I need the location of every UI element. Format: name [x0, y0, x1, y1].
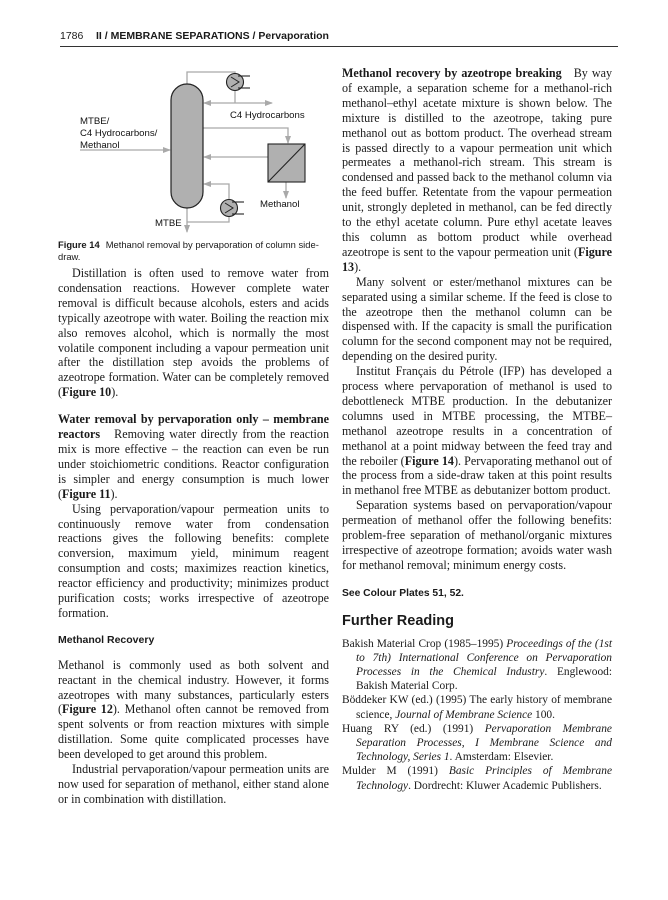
paragraph: Separation systems based on pervaporation/vapour permeation of methanol offer the following benefits: problem-free separation of methanol/organic mixtures irrespective of azeotrope formation; avoids water wash for methanol removal; minimum energy costs. [342, 498, 612, 572]
paragraph: Water removal by pervaporation only – membrane reactors Removing water directly from the reaction mix is more effective – the reaction can even be run under stoichiometric conditions. Reactor configuration is simpler and energy consumption is much lower (Figure 11). [58, 412, 329, 501]
paragraph: Distillation is often used to remove water from condensation reactions. However complete water removal is difficult because alcohols, esters and acids typically azeotrope with water. Boiling the reaction mix also removes alcohol, which is normally the most volatile component including a vapour permeation unit after the distillation step avoids the problems of azeotrope formation. Water can be completely removed (Figure 10). [58, 266, 329, 400]
figure-reference: Figure 13 [342, 244, 612, 274]
feed-label-line2: C4 Hydrocarbons/ [80, 128, 158, 139]
running-head-title: II / MEMBRANE SEPARATIONS / Pervaporation [96, 30, 329, 42]
reference-item: Mulder M (1991) Basic Principles of Membrane Technology. Dordrecht: Kluwer Academic Publishers. [342, 765, 613, 792]
bottom-product-label: MTBE [155, 218, 182, 229]
condenser-icon [227, 74, 251, 91]
right-column-text [342, 66, 612, 793]
figure-reference: Figure 12 [62, 702, 113, 717]
side-draw-line [203, 128, 288, 143]
feed-label-line1: MTBE/ [80, 116, 110, 127]
reboiler-return-arrow [204, 184, 229, 199]
see-colour-plates: See Colour Plates 51, 52. [342, 587, 464, 599]
figure-reference: Figure 10 [62, 385, 112, 400]
distillation-column [171, 84, 203, 208]
membrane-unit-icon [268, 144, 305, 182]
paragraph: Industrial pervaporation/vapour permeation units are now used for separation of methanol, either stand alone or in combination with distillation. [58, 762, 329, 806]
reference-item: Böddeker KW (ed.) (1995) The early history of membrane science, Journal of Membrane Science 100. [342, 694, 612, 721]
paragraph: Methanol is commonly used as both solvent and reactant in the chemical industry. However, it forms azeotropes with many substances, particularly esters (Figure 12). Methanol often cannot be removed from spent solvents or from reaction mixtures with simple distillation. Some quite complicated processes have been developed to get around this problem. [58, 657, 329, 762]
reference-list [342, 637, 612, 793]
further-reading-heading: Further Reading [342, 612, 454, 629]
figure-caption [58, 239, 330, 263]
reference-item: Huang RY (ed.) (1991) Pervaporation Membrane Separation Processes, I Membrane Science and Technology, Series 1. Amsterdam: Elsevier. [342, 722, 612, 764]
run-in-heading: Water removal by pervaporation only – membrane reactors [58, 412, 329, 442]
paragraph: Institut Français du Pétrole (IFP) has developed a process where pervaporation of methanol is used to debottleneck MTBE production. In the debutanizer columns used in MTBE processing, the MTBE–methanol azeotrope results in a concentration of methanol at a point midway between the feed tray and the reboiler (Figure 14). Pervaporating methanol out of the process from a side-draw taken at this point results in methanol free MTBE as debutanizer bottom product. [342, 364, 612, 498]
figure-reference: Figure 11 [62, 486, 111, 501]
feed-label-line3: Methanol [80, 140, 120, 151]
paragraph: Many solvent or ester/methanol mixtures can be separated using a similar scheme. If the feed is close to the azeotrope then the methanol column can be dispensed with. If the capacity is small the purification column for the second component may not be required, depending on the desired purity. [342, 274, 612, 364]
section-heading: Methanol Recovery [58, 633, 155, 646]
paragraph: Methanol recovery by azeotrope breaking By way of example, a separation scheme for a methanol-rich methanol–ethyl acetate mixture is shown below. The mixture is distilled to the azeotrope, taking pure methanol out as bottom product. The overhead stream is passed directly to a vapour permeation unit which permeates a methanol-rich stream. This stream is condensed and passed back to the methanol column via the feed buffer. Retentate from the vapour permeation unit, strongly depleted in methanol, can be fed directly to the ethyl acetate column. Pure ethyl acetate leaves this column as bottom product while overhead azeotrope is sent to the vapour permeation unit (Figure 13). [342, 66, 613, 274]
figure-caption-label: Figure 14 [58, 239, 100, 250]
figure-caption-text: Methanol removal by pervaporation of column side-draw. [58, 239, 319, 262]
permeate-label: Methanol [260, 199, 300, 210]
page-number: 1786 [60, 30, 84, 42]
reference-item: Bakish Material Crop (1985–1995) Proceedings of the (1st to 7th) International Conference on Pervaporation Processes in the Chemical Industry. Englewood: Bakish Material Corp. [342, 637, 612, 693]
overhead-label: C4 Hydrocarbons [230, 110, 305, 121]
reboiler-icon [221, 200, 245, 217]
paragraph: Using pervaporation/vapour permeation units to continuously remove water from condensation reactions gives the following benefits: complete conversion, maximum yield, minimum reagent consumption and costs; maximizes reaction kinetics, reactor efficiency and productivity; minimizes product purification costs; works irrespective of azeotrope formation. [58, 501, 329, 620]
figure-reference: Figure 14 [404, 453, 454, 468]
run-in-heading: Methanol recovery by azeotrope breaking [342, 66, 562, 80]
left-column-text [58, 266, 329, 807]
